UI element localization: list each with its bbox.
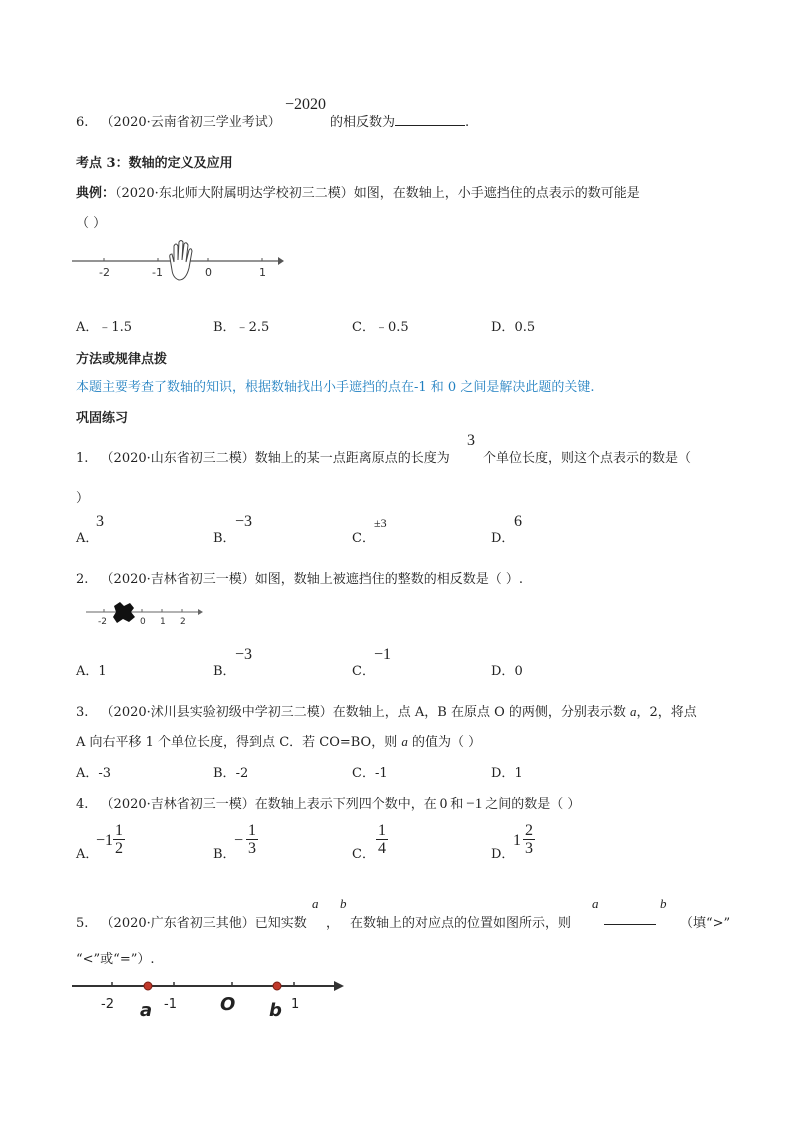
example-label: 典例： <box>76 186 116 201</box>
p2-number: 2. <box>76 572 89 587</box>
p1-line <box>76 447 450 466</box>
p2-option-d[interactable]: D．0 <box>491 664 523 679</box>
p4-text-c: 之间的数是（ ） <box>485 797 581 812</box>
p5-answer-blank[interactable] <box>604 912 656 929</box>
p4-option-c[interactable]: C． <box>352 847 375 862</box>
axis-arrow <box>278 257 284 265</box>
p4-option-b[interactable]: B． <box>213 847 236 862</box>
point-b-label: b <box>269 1000 282 1021</box>
origin-label: O <box>220 994 236 1015</box>
q6-number: 6. <box>76 115 89 130</box>
tick-label: 0 <box>140 617 146 627</box>
p5-line2: “<”或“=”）. <box>76 952 155 967</box>
p5-comma: ， <box>326 916 340 931</box>
p5-var-b: b <box>340 896 347 911</box>
example-option-b[interactable]: B．﹣2.5 <box>213 320 270 335</box>
p4-number: 4. <box>76 797 89 812</box>
p4-option-d[interactable]: D． <box>491 847 515 862</box>
point-b <box>273 982 281 990</box>
p2-option-b-value: −3 <box>235 646 253 663</box>
p3-text-1b: ，2，将点 <box>636 705 697 720</box>
p4-option-d-fraction: 2 3 <box>525 822 533 857</box>
q6-text: 的相反数为 <box>330 115 396 130</box>
p4-option-d-whole: 1 <box>513 832 521 849</box>
practice-title: 巩固练习 <box>76 411 129 426</box>
p5-var-b2: b <box>660 896 667 911</box>
p4-option-b-whole: − <box>234 832 244 849</box>
example-option-a[interactable]: A．﹣1.5 <box>76 320 133 335</box>
tick-label: -2 <box>99 266 110 279</box>
p2-option-c[interactable]: C． <box>352 664 375 679</box>
p1-option-a-value: 3 <box>96 513 104 530</box>
p1-option-b[interactable]: B． <box>213 531 236 546</box>
p4-text-a: （2020·吉林省初三一模）在数轴上表示下列四个数中，在 <box>100 797 437 812</box>
method-title: 方法或规律点拨 <box>76 352 168 367</box>
tick-label: 1 <box>259 266 266 279</box>
p1-option-d[interactable]: D． <box>491 531 515 546</box>
example-option-d[interactable]: D．0.5 <box>491 320 536 335</box>
tick-label: 2 <box>180 617 186 627</box>
p3-option-a[interactable]: A．-3 <box>76 766 112 781</box>
p5-text-b: 在数轴上的对应点的位置如图所示，则 <box>350 916 572 931</box>
p1-option-c-value: ±3 <box>374 516 387 530</box>
p3-var-a: a <box>630 704 637 719</box>
q6-line <box>76 111 281 130</box>
tick-label: -2 <box>98 617 107 627</box>
axis-arrow <box>198 609 203 615</box>
p3-option-c[interactable]: C．-1 <box>352 766 388 781</box>
p3-text-2a: A 向右平移 1 个单位长度，得到点 C．若 CO=BO，则 <box>76 735 402 750</box>
p5-text-a: （2020·广东省初三其他）已知实数 <box>100 916 307 931</box>
p2-option-c-value: −1 <box>374 646 392 663</box>
p2-number-line <box>84 600 206 628</box>
p1-close: ） <box>76 491 90 506</box>
method-text: 本题主要考查了数轴的知识，根据数轴找出小手遮挡的点在-1 和 0 之间是解决此题的关键. <box>76 380 595 395</box>
tick-label: -1 <box>152 266 163 279</box>
example-line <box>76 182 640 201</box>
p1-text-after: 个单位长度，则这个点表示的数是（ <box>483 451 692 466</box>
tick-label: -2 <box>101 997 114 1012</box>
p4-option-a[interactable]: A． <box>76 847 99 862</box>
point-a-label: a <box>140 1000 153 1021</box>
q6-answer-blank[interactable] <box>395 113 465 126</box>
p1-text-before: （2020·山东省初三二模）数轴上的某一点距离原点的长度为 <box>100 451 450 466</box>
p1-option-a[interactable]: A． <box>76 531 99 546</box>
p2-option-b[interactable]: B． <box>213 664 236 679</box>
p4-line <box>76 793 580 813</box>
example-option-c[interactable]: C．﹣0.5 <box>352 320 409 335</box>
p3-option-b[interactable]: B．-2 <box>213 766 249 781</box>
p3-text-2b: 的值为（ ） <box>407 735 482 750</box>
tick-label: -1 <box>164 997 177 1012</box>
point-a <box>144 982 152 990</box>
p1-number: 1. <box>76 451 89 466</box>
example-text: （2020·东北师大附属明达学校初三二模）如图，在数轴上，小手遮挡住的点表示的数可能是 <box>115 186 640 201</box>
p4-text-b: 和 <box>450 797 464 812</box>
p5-var-a: a <box>312 896 319 911</box>
q6-math: −2020 <box>285 96 327 113</box>
q6-end: . <box>465 115 470 130</box>
p5-number-line <box>70 970 350 1025</box>
p3-line2 <box>76 731 481 750</box>
p3-line1 <box>76 701 697 720</box>
p4-option-a-whole: −1 <box>96 832 114 849</box>
p4-option-b-fraction: 1 3 <box>248 822 256 857</box>
p5-line1-start <box>76 912 307 931</box>
p5-text-c: （填“>” <box>680 916 731 931</box>
section-3-title: 考点 3：数轴的定义及应用 <box>76 156 233 171</box>
p2-text: （2020·吉林省初三一模）如图，数轴上被遮挡住的整数的相反数是（ ）. <box>100 572 524 587</box>
q6-source: （2020·云南省初三学业考试） <box>100 115 281 130</box>
p1-option-d-value: 6 <box>514 513 522 530</box>
tick-label: 1 <box>291 997 300 1012</box>
p2-line <box>76 568 523 587</box>
p4-option-c-fraction: 1 4 <box>378 822 386 857</box>
p4-option-a-fraction: 1 2 <box>115 822 123 857</box>
p1-option-b-value: −3 <box>235 513 253 530</box>
example-paren: （ ） <box>76 216 107 231</box>
q6-tail <box>330 111 469 130</box>
tick-label: 0 <box>205 266 212 279</box>
tick-label: 1 <box>160 617 166 627</box>
hand-icon <box>170 241 192 281</box>
example-number-line <box>70 236 285 286</box>
p1-math: 3 <box>467 432 475 449</box>
p5-number: 5. <box>76 916 89 931</box>
p4-math-neg1: −1 <box>466 796 483 812</box>
axis-arrow <box>334 981 344 991</box>
p4-math-0: 0 <box>439 796 448 812</box>
p2-option-a[interactable]: A．1 <box>76 664 107 679</box>
p3-var-a2: a <box>401 734 408 749</box>
p3-text-1a: （2020·沭川县实验初级中学初三二模）在数轴上，点 A，B 在原点 O 的两侧，分别表示数 <box>100 705 631 720</box>
p3-number: 3. <box>76 705 89 720</box>
p1-option-c[interactable]: C． <box>352 531 375 546</box>
p5-var-a2: a <box>592 896 599 911</box>
p3-option-d[interactable]: D．1 <box>491 766 523 781</box>
